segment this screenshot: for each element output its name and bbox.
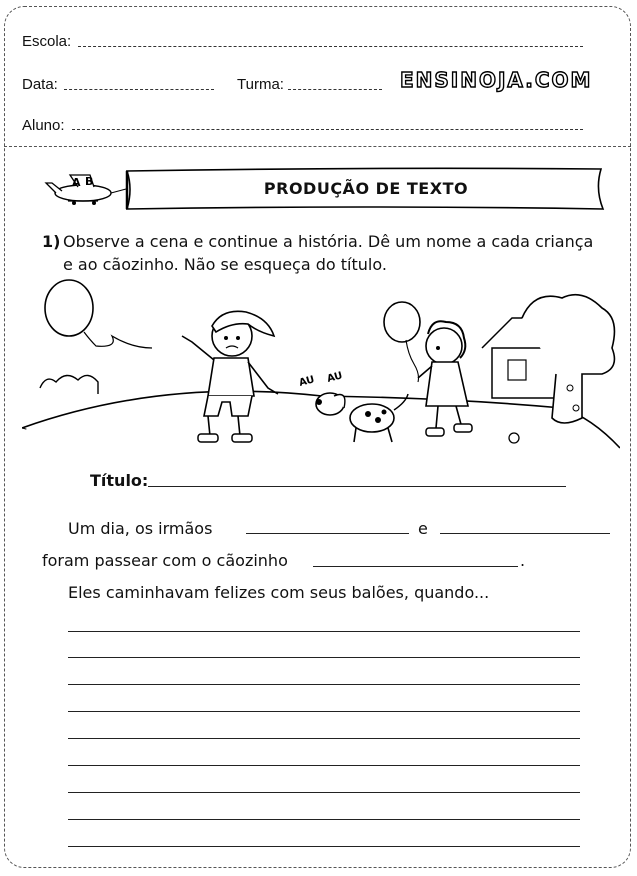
svg-text:A: A: [72, 176, 81, 189]
left-balloon-icon: [45, 280, 152, 348]
story-title-label: Título:: [90, 471, 149, 490]
student-label: Aluno:: [22, 117, 65, 134]
writing-line[interactable]: [68, 792, 580, 793]
class-field[interactable]: [288, 89, 382, 90]
story-sentence-2-period: .: [520, 551, 526, 570]
dog-name-field[interactable]: [313, 566, 518, 567]
question-number: 1): [42, 232, 61, 251]
story-sentence-1b: e: [418, 519, 428, 538]
sibling-1-name-field[interactable]: [246, 533, 409, 534]
airplane-icon: [38, 165, 128, 210]
story-sentence-2: foram passear com o cãozinho: [42, 551, 288, 570]
section-title: PRODUÇÃO DE TEXTO: [263, 179, 469, 198]
story-title-field[interactable]: [148, 486, 566, 487]
bark-sound-1: AU: [297, 374, 316, 389]
writing-line[interactable]: [68, 846, 580, 847]
class-label: Turma:: [237, 76, 284, 93]
scene-illustration: [22, 278, 620, 463]
school-label: Escola:: [22, 33, 72, 50]
story-sentence-3: Eles caminhavam felizes com seus balões, quando...: [68, 583, 490, 602]
date-field[interactable]: [64, 89, 214, 90]
dog-figure: [316, 393, 408, 442]
site-logo: ENSINOJA.COM: [400, 68, 593, 92]
writing-line[interactable]: [68, 819, 580, 820]
writing-line[interactable]: [68, 738, 580, 739]
writing-line[interactable]: [68, 657, 580, 658]
header-divider: [4, 146, 631, 147]
writing-line[interactable]: [68, 765, 580, 766]
writing-line[interactable]: [68, 631, 580, 632]
svg-text:B: B: [85, 175, 94, 188]
student-field[interactable]: [72, 129, 583, 130]
school-field[interactable]: [78, 46, 583, 47]
girl-figure: [384, 302, 472, 436]
writing-line[interactable]: [68, 684, 580, 685]
writing-line[interactable]: [68, 711, 580, 712]
sibling-2-name-field[interactable]: [440, 533, 610, 534]
question-text-line-1: Observe a cena e continue a história. Dê um nome a cada criança: [63, 232, 594, 251]
bark-sound-2: AU: [325, 370, 344, 385]
boy-figure: [182, 311, 278, 442]
date-label: Data:: [22, 76, 58, 93]
story-sentence-1a: Um dia, os irmãos: [68, 519, 213, 538]
question-text-line-2: e ao cãozinho. Não se esqueça do título.: [63, 255, 387, 274]
house-and-tree: [482, 295, 614, 443]
